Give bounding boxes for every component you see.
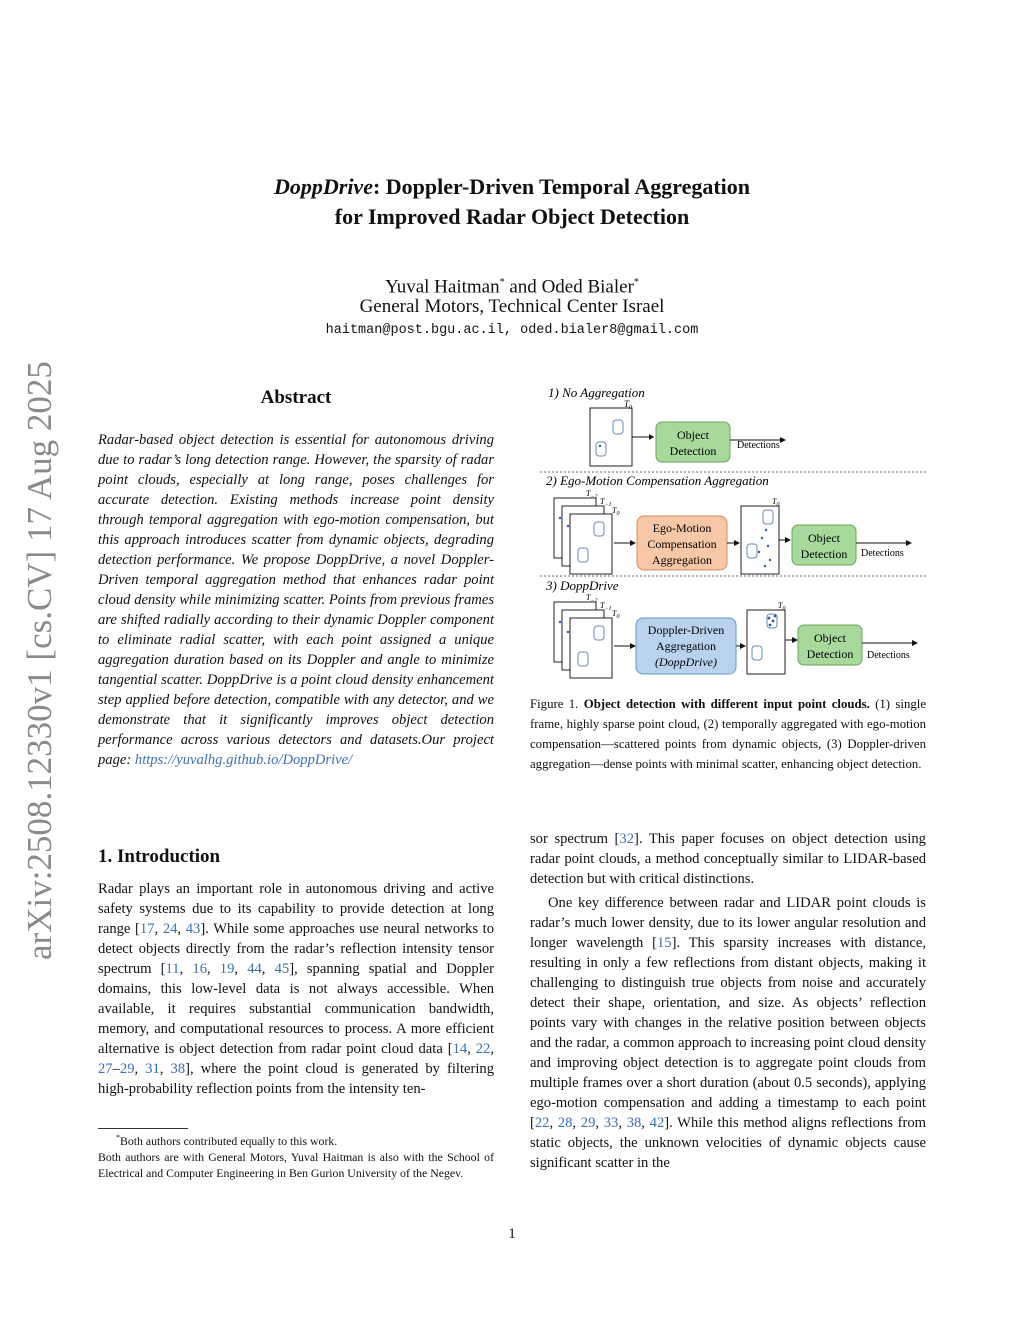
citation-link[interactable]: 31 [145,1061,160,1077]
text-run: ]. This sparsity increases with distance, resulting in only a few reflections from distant objects, making it challenging to distinguish true objects from noise and accurately detect their shape, orientation, and size. As objects’ reflection points vary with changes in the relative position between objects and the radar, a common approach to increasing point cloud density and improving object detection is to aggregate point clouds from multiple frames over a short duration (about 0.5 seconds), applying ego-motion compensation and adding a timestamp to each point [ [530,935,926,1131]
citation-link[interactable]: 24 [162,921,178,937]
svg-text:T0: $T_0$ [612,609,620,620]
text-run: , [179,961,193,977]
title-line1: : Doppler-Driven Temporal Aggregation [372,174,751,199]
citation-link[interactable]: 22 [534,1115,550,1131]
citation-link[interactable]: 38 [170,1061,186,1077]
text-run: , [572,1115,581,1131]
box-text: Detection [669,444,717,458]
svg-text:T0: $T_0$ [624,399,633,411]
text-run: , [206,961,220,977]
citation-link[interactable]: 28 [557,1115,573,1131]
text-run: ]. This paper focuses on object detection using radar point clouds, a method conceptually similar to LIDAR-based detection but with critical distinctions. [530,831,926,887]
paragraph [530,829,926,889]
citation-link[interactable]: 22 [475,1041,491,1057]
text-run: Radar plays an important role in autonomous driving and active safety systems due to its capability to provide detection at long range [ [98,881,494,937]
citation-link[interactable]: 14 [452,1041,468,1057]
text-run: , [261,961,275,977]
text-run: ]. While this method aligns reflections from static objects, the unknown velocities of dynamic objects cause significant scatter in the [530,1115,927,1171]
citation-link[interactable]: 44 [247,961,262,977]
figure-section-1-label: 1) No Aggregation [548,385,645,400]
detections-label: Detections [737,440,780,451]
citation-link[interactable]: 38 [626,1115,642,1131]
citation-link[interactable]: 11 [165,961,180,977]
detections-label: Detections [867,650,910,661]
caption-bold: Object detection with different input point clouds. [583,697,870,711]
text-run: ], where the point cloud is generated by filtering high-probability reflection points from the intensity ten- [98,1061,495,1097]
footnote-line-2: Both authors are with General Motors, Yuval Haitman is also with the School of Electrical and Computer Engineering in Ben Gurion University of the Negev. [98,1149,494,1180]
author-2: Oded Bialer [541,276,634,298]
text-run: ]. While some approaches use neural networks to detect objects directly from the radar’s reflection intensity tensor spectrum [ [98,921,495,977]
text-run: , [177,921,186,937]
paper-title [200,172,824,232]
citation-link[interactable]: 29 [580,1115,596,1131]
citation-link[interactable]: 29 [119,1061,135,1077]
text-run: , [595,1115,604,1131]
citation-link[interactable]: 17 [139,921,155,937]
text-run: – [112,1061,120,1077]
svg-text:T−2: $T_{-2}$ [586,593,598,604]
text-run: , [490,1041,494,1057]
author-emails: haitman@post.bgu.ac.il, oded.bialer8@gmail.com [325,323,699,338]
stacked-frames-section-3 [554,593,619,678]
svg-text:T0: $T_0$ [778,601,786,612]
abstract-text: Radar-based object detection is essential for autonomous driving due to radar’s long detection range. However, the sparsity of radar point clouds, especially at long range, poses challenges for accurate detection. Existing methods increase point density through temporal aggregation with ego-motion compensation, but this approach introduces scatter from dynamic objects, degrading detection performance. We propose DoppDrive, a novel Doppler-Driven temporal aggregation method that enhances radar point cloud density while minimizing scatter. Points from previous frames are shifted radially according to their dynamic Doppler component to eliminate radial scatter, with each point assigned a unique aggregation duration based on its Doppler and angle to minimize tangential scatter. DoppDrive is a point cloud density enhancement step applied before detection, compatible with any detector, and we demonstrate that it significantly improves object detection performance across various detectors and datasets.Our project page: [98,432,494,768]
aggregated-frame-doppdrive [747,601,785,674]
citation-link[interactable]: 33 [603,1115,619,1131]
text-run: One key difference between radar and LIDAR point clouds is radar’s much lower density, due to its lower angular resolution and longer wavelength [ [530,895,926,951]
box-text: Object [814,631,846,645]
text-run: , [154,921,163,937]
arxiv-identifier: arXiv:2508.12330v1 [cs.CV] 17 Aug 2025 [20,361,59,960]
footnote-line-1: Both authors contributed equally to this work. [120,1133,338,1148]
figure-1-diagram [530,380,930,680]
svg-text:T−1: $T_{-1}$ [600,497,612,508]
text-run: , [618,1115,627,1131]
page-number: 1 [508,1226,516,1242]
introduction-body [98,879,494,1099]
abstract-body [98,430,494,770]
figure-section-2-label: 2) Ego-Motion Compensation Aggregation [546,473,769,488]
section-heading-introduction: 1. Introduction [98,846,221,867]
figure-section-3-label: 3) DoppDrive [546,578,619,593]
caption-prefix: Figure 1. [530,697,584,711]
text-run: ], spanning spatial and Doppler domains, this low-level data is not always accessible. When available, it requires substantial communication bandwidth, memory, and computational resources to process. A more efficient alternative is object detection from radar point cloud data [ [98,961,495,1057]
author-connector: and [504,276,542,298]
citation-link[interactable]: 16 [192,961,207,977]
svg-text:T0: $T_0$ [612,506,620,517]
citation-link[interactable]: 27 [98,1061,113,1077]
text-run: , [467,1041,476,1057]
abstract-heading: Abstract [260,387,332,408]
box-text: Object [808,531,840,545]
citation-link[interactable]: 43 [185,921,201,937]
box-text: Aggregation [656,639,716,653]
svg-text:T0: $T_0$ [772,497,780,508]
detections-label: Detections [861,548,904,559]
citation-link[interactable]: 19 [219,961,235,977]
citation-link[interactable]: 45 [274,961,290,977]
footnote [98,1130,494,1181]
title-line2: for Improved Radar Object Detection [334,204,690,229]
equal-contribution-mark: * [633,277,639,288]
stacked-frames-section-2 [554,489,619,574]
aggregated-frame-ego [741,497,779,574]
box-text: Detection [800,547,848,561]
box-text: Object [677,428,709,442]
text-run: , [641,1115,650,1131]
box-text: Doppler-Driven [647,623,725,637]
caption-text: (1) single frame, highly sparse point cloud, (2) temporally aggregated with ego-motion compensation—scattered points from dynamic objects, (3) Doppler-driven aggregation—dense points with minimal scatter, enhancing object detection. [530,697,926,771]
box-text: Detection [806,647,854,661]
equal-contribution-mark: * [499,277,505,288]
citation-link[interactable]: 32 [619,831,634,847]
title-method-name: DoppDrive [273,174,373,199]
text-run: , [159,1061,171,1077]
text-run: , [134,1061,146,1077]
box-text: Aggregation [652,553,712,567]
box-text: Ego-Motion [652,521,712,535]
text-run: , [549,1115,558,1131]
citation-link[interactable]: 42 [649,1115,665,1131]
right-column-body [530,829,926,1173]
svg-text:T−2: $T_{-2}$ [586,489,598,500]
citation-link[interactable]: 15 [656,935,672,951]
footnote-divider [98,1128,188,1129]
frame-t0-section-1 [590,399,632,466]
project-page-link[interactable]: https://yuvalhg.github.io/DoppDrive/ [134,752,353,768]
box-text: (DoppDrive) [655,655,717,669]
svg-text:T−1: $T_{-1}$ [600,601,612,612]
affiliation: General Motors, Technical Center Israel [359,296,665,317]
footnote-mark: * [116,1133,120,1142]
paragraph [530,893,926,1173]
text-run: , [234,961,248,977]
box-text: Compensation [647,537,717,551]
author-1: Yuval Haitman [385,276,500,298]
figure-1-caption [530,694,926,774]
text-run: sor spectrum [ [530,831,620,847]
